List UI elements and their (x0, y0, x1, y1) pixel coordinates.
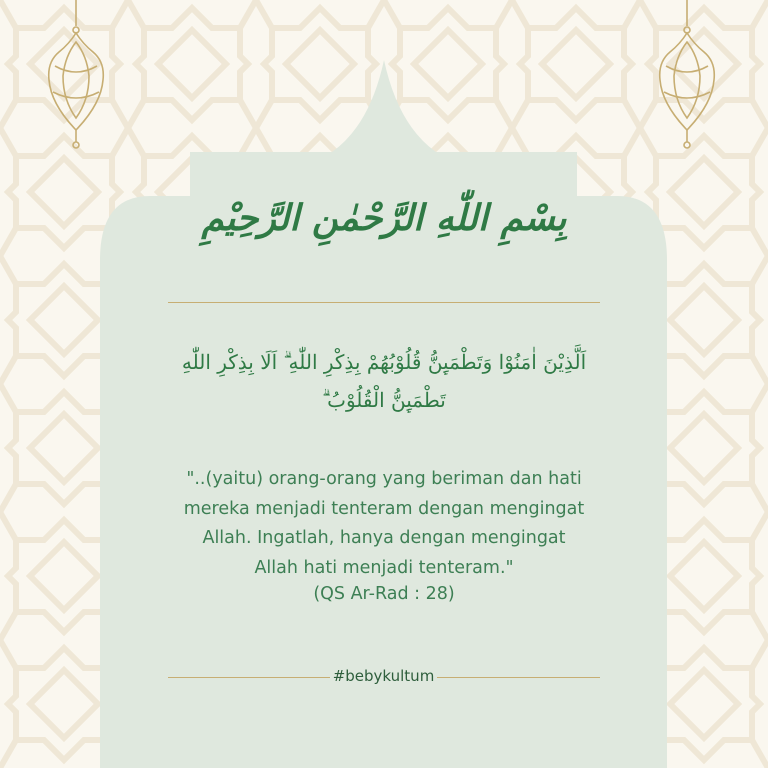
hashtag-label: #bebykultum (332, 667, 435, 685)
hanging-lantern-icon (41, 0, 111, 150)
verse-translation: "..(yaitu) orang-orang yang beriman dan hati mereka menjadi tenteram dengan mengingat Allah. Ingatlah, hanya dengan mengingat Allah hati menjadi tenteram." (183, 469, 585, 578)
verse-reference: (QS Ar-Rad : 28) (313, 584, 455, 604)
hanging-lantern-icon (652, 0, 722, 150)
basmala-calligraphy: بِسْمِ اللّٰهِ الرَّحْمٰنِ الرَّحِيْمِ (201, 197, 567, 239)
divider-bottom-right (437, 677, 600, 678)
divider-bottom-left (168, 677, 330, 678)
arabic-verse: اَلَّذِيْنَ اٰمَنُوْا وَتَطْمَىِٕنُّ قُلُوْبُهُمْ بِذِكْرِ اللّٰهِ ۗ اَلَا بِذِكْرِ اللّٰهِ تَطْمَىِٕنُّ الْقُلُوْبُ ۗ (181, 350, 587, 412)
divider-top (168, 302, 600, 303)
